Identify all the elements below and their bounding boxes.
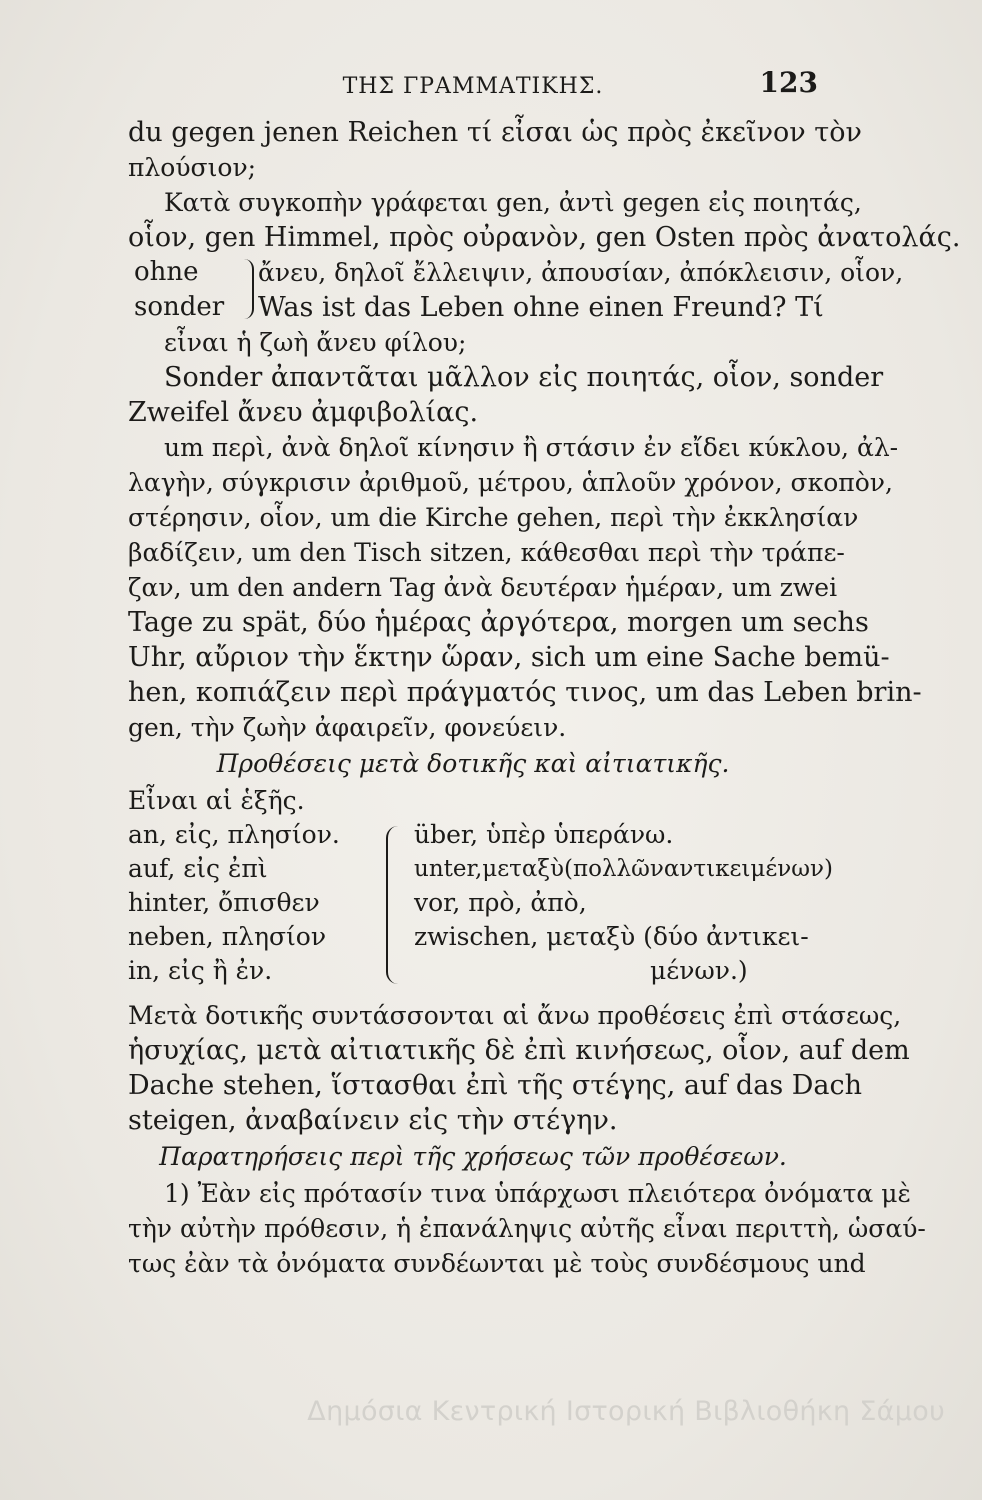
text-line: Was ist das Leben ohne einen Freund? Τί [258,292,824,323]
preposition-item: μένων.) [650,956,748,985]
text-line: στέρησιν, οἷον, um die Kirche gehen, περὶ τὴν ἐκκλησίαν [128,503,859,532]
preposition-item: vor, πρὸ, ἀπὸ, [414,888,587,917]
entry-definition [258,255,904,325]
text-line: Dache stehen, ἵστασθαι ἐπὶ τῆς στέγης, auf das Dach [128,1070,863,1101]
section-heading: Προθέσεις μετὰ δοτικῆς καὶ αἰτιατικῆς. [216,749,730,778]
page-header [128,66,818,106]
text-line: βαδίζειν, um den Tisch sitzen, κάθεσθαι περὶ τὴν τράπε- [128,538,845,567]
text-line: ἡσυχίας, μετὰ αἰτιατικῆς δὲ ἐπὶ κινήσεως, οἷον, auf dem [128,1035,910,1066]
preposition-item: in, εἰς ἢ ἐν. [128,956,273,985]
page-number: 123 [759,66,818,99]
running-head: ΤΗΣ ΓΡΑΜΜΑΤΙΚΗΣ. [342,74,604,99]
text-line: hen, κοπιάζειν περὶ πράγματός τινος, um das Leben brin- [128,677,922,708]
text-line: Μετὰ δοτικῆς συντάσσονται αἱ ἄνω προθέσεις ἐπὶ στάσεως, [128,1001,902,1030]
text-line: τὴν αὐτὴν πρόθεσιν, ἡ ἐπανάληψις αὐτῆς εἶναι περιττὴ, ὡσαύ- [128,1214,926,1243]
brace [386,826,402,984]
text-line: Sonder ἀπαντᾶται μᾶλλον εἰς ποιητάς, οἷον, sonder [164,362,884,393]
preposition-item: neben, πλησίον [128,922,327,951]
text-line: Εἶναι αἱ ἑξῆς. [128,786,305,815]
brace [240,259,254,319]
text-line: εἶναι ἡ ζωὴ ἄνευ φίλου; [164,328,467,357]
text-line: Uhr, αὔριον τὴν ἕκτην ὥραν, sich um eine Sache bemü- [128,642,890,673]
text-line: πλούσιον; [128,153,257,182]
text-line: λαγὴν, σύγκρισιν ἀριθμοῦ, μέτρου, ἁπλοῦν χρόνον, σκοπὸν, [128,468,893,497]
entry-word-ohne: ohne [134,257,199,287]
text-line: Κατὰ συγκοπὴν γράφεται gen, ἀντὶ gegen εἰς ποιητάς, [164,188,862,217]
preposition-item: zwischen, μεταξὺ (δύο ἀντικει- [414,922,809,951]
entry-word-sonder: sonder [134,292,225,322]
text-line: Tage zu spät, δύο ἡμέρας ἀργότερα, morgen um sechs [128,607,869,638]
ohne-sonder-entry [128,255,904,325]
library-watermark: Δημόσια Κεντρική Ιστορική Βιβλιοθήκη Σάμου [307,1396,945,1427]
preposition-item: auf, εἰς ἐπὶ [128,854,268,883]
text-line: gen, τὴν ζωὴν ἀφαιρεῖν, φονεύειν. [128,713,567,742]
preposition-item: hinter, ὄπισθεν [128,888,320,917]
preposition-column-right [414,818,833,988]
page-body [128,115,961,1281]
preposition-item: an, εἰς, πλησίον. [128,820,340,849]
text-line: 1) Ἐὰν εἰς πρότασίν τινα ὑπάρχωσι πλειότερα ὀνόματα μὲ [164,1179,911,1208]
text-line: du gegen jenen Reichen τί εἶσαι ὡς πρὸς ἐκεῖνον τὸν [128,117,862,148]
text-line: um περὶ, ἀνὰ δηλοῖ κίνησιν ἢ στάσιν ἐν εἴδει κύκλου, ἀλ- [164,433,899,462]
preposition-column-left [128,818,393,988]
preposition-table [128,818,833,998]
preposition-item: unter,μεταξὺ(πολλῶναντικειμένων) [414,856,833,882]
text-line: Zweifel ἄνευ ἀμφιβολίας. [128,397,479,428]
text-line: ζαν, um den andern Tag ἀνὰ δευτέραν ἡμέραν, um zwei [128,573,838,602]
text-line: οἷον, gen Himmel, πρὸς οὐρανὸν, gen Osten πρὸς ἀνατολάς. [128,222,961,253]
section-heading: Παρατηρήσεις περὶ τῆς χρήσεως τῶν προθέσεων. [159,1142,787,1171]
preposition-item: über, ὑπὲρ ὑπεράνω. [414,820,674,849]
text-line: steigen, ἀναβαίνειν εἰς τὴν στέγην. [128,1105,618,1136]
text-line: τως ἐὰν τὰ ὀνόματα συνδέωνται μὲ τοὺς συνδέσμους und [128,1249,866,1278]
text-line: ἄνευ, δηλοῖ ἔλλειψιν, ἀπουσίαν, ἀπόκλεισιν, οἷον, [258,258,904,287]
